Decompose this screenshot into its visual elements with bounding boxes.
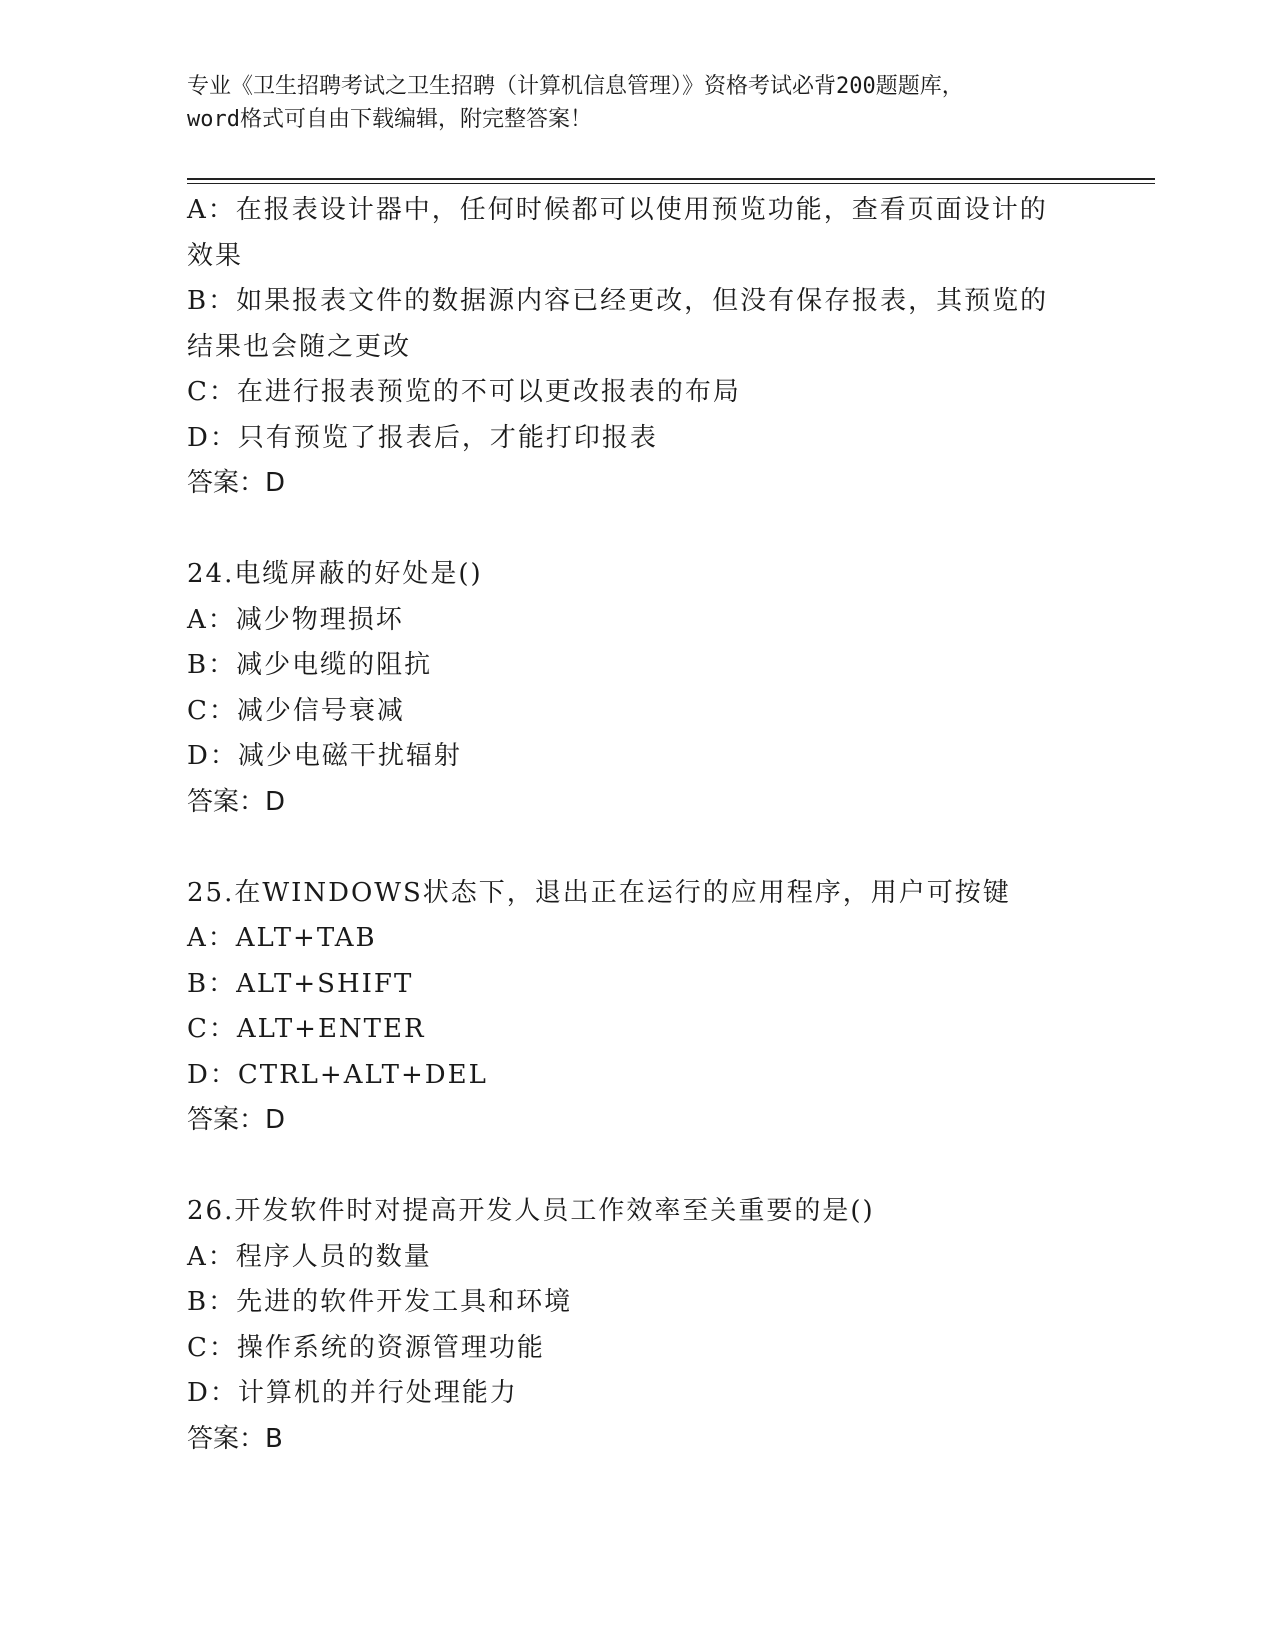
option-c: C：减少信号衰减 — [187, 695, 405, 726]
option-b: B：ALT+SHIFT — [187, 968, 414, 999]
question-text: 25.在WINDOWS状态下，退出正在运行的应用程序，用户可按键 — [187, 877, 1011, 908]
option-a: A：在报表设计器中，任何时候都可以使用预览功能，查看页面设计的 — [187, 195, 1048, 225]
option-b: B：减少电缆的阻抗 — [187, 650, 433, 680]
question-block-23 — [187, 188, 1087, 507]
question-block-26 — [187, 1189, 1087, 1462]
option-d: D：只有预览了报表后，才能打印报表 — [187, 422, 658, 453]
answer-line: 答案：B — [187, 1423, 283, 1454]
option-a: A：程序人员的数量 — [187, 1241, 432, 1272]
option-a: A：ALT+TAB — [187, 923, 377, 953]
answer-line: 答案：D — [187, 468, 286, 498]
option-c: C：ALT+ENTER — [187, 1014, 426, 1044]
header-rule-thick — [187, 178, 1155, 180]
option-b: B：如果报表文件的数据源内容已经更改，但没有保存报表，其预览的 — [187, 286, 1049, 316]
question-text: 26.开发软件时对提高开发人员工作效率至关重要的是() — [187, 1196, 875, 1226]
question-list — [187, 188, 1087, 1462]
option-c: C：在进行报表预览的不可以更改报表的布局 — [187, 377, 741, 407]
option-d: D：减少电磁干扰辐射 — [187, 741, 462, 771]
option-d: D：CTRL+ALT+DEL — [187, 1059, 488, 1090]
document-header — [187, 70, 1087, 136]
question-block-24 — [187, 552, 1087, 825]
option-c: C：操作系统的资源管理功能 — [187, 1332, 545, 1363]
answer-line: 答案：D — [187, 786, 286, 817]
question-block-25 — [187, 871, 1087, 1144]
header-title-line-2: word格式可自由下载编辑，附完整答案！ — [187, 107, 592, 132]
option-b: B：先进的软件开发工具和环境 — [187, 1287, 573, 1317]
option-a-continued: 效果 — [187, 240, 244, 271]
block-spacer — [187, 1144, 1087, 1190]
answer-line: 答案：D — [187, 1105, 286, 1135]
block-spacer — [187, 507, 1087, 553]
header-title-line-1: 专业《卫生招聘考试之卫生招聘（计算机信息管理）》资格考试必背200题题库， — [187, 74, 964, 99]
option-b-continued: 结果也会随之更改 — [187, 331, 412, 362]
option-d: D：计算机的并行处理能力 — [187, 1378, 518, 1408]
question-text: 24.电缆屏蔽的好处是() — [187, 559, 483, 589]
option-a: A：减少物理损坏 — [187, 604, 404, 635]
header-rule-thin — [187, 183, 1155, 184]
block-spacer — [187, 825, 1087, 871]
